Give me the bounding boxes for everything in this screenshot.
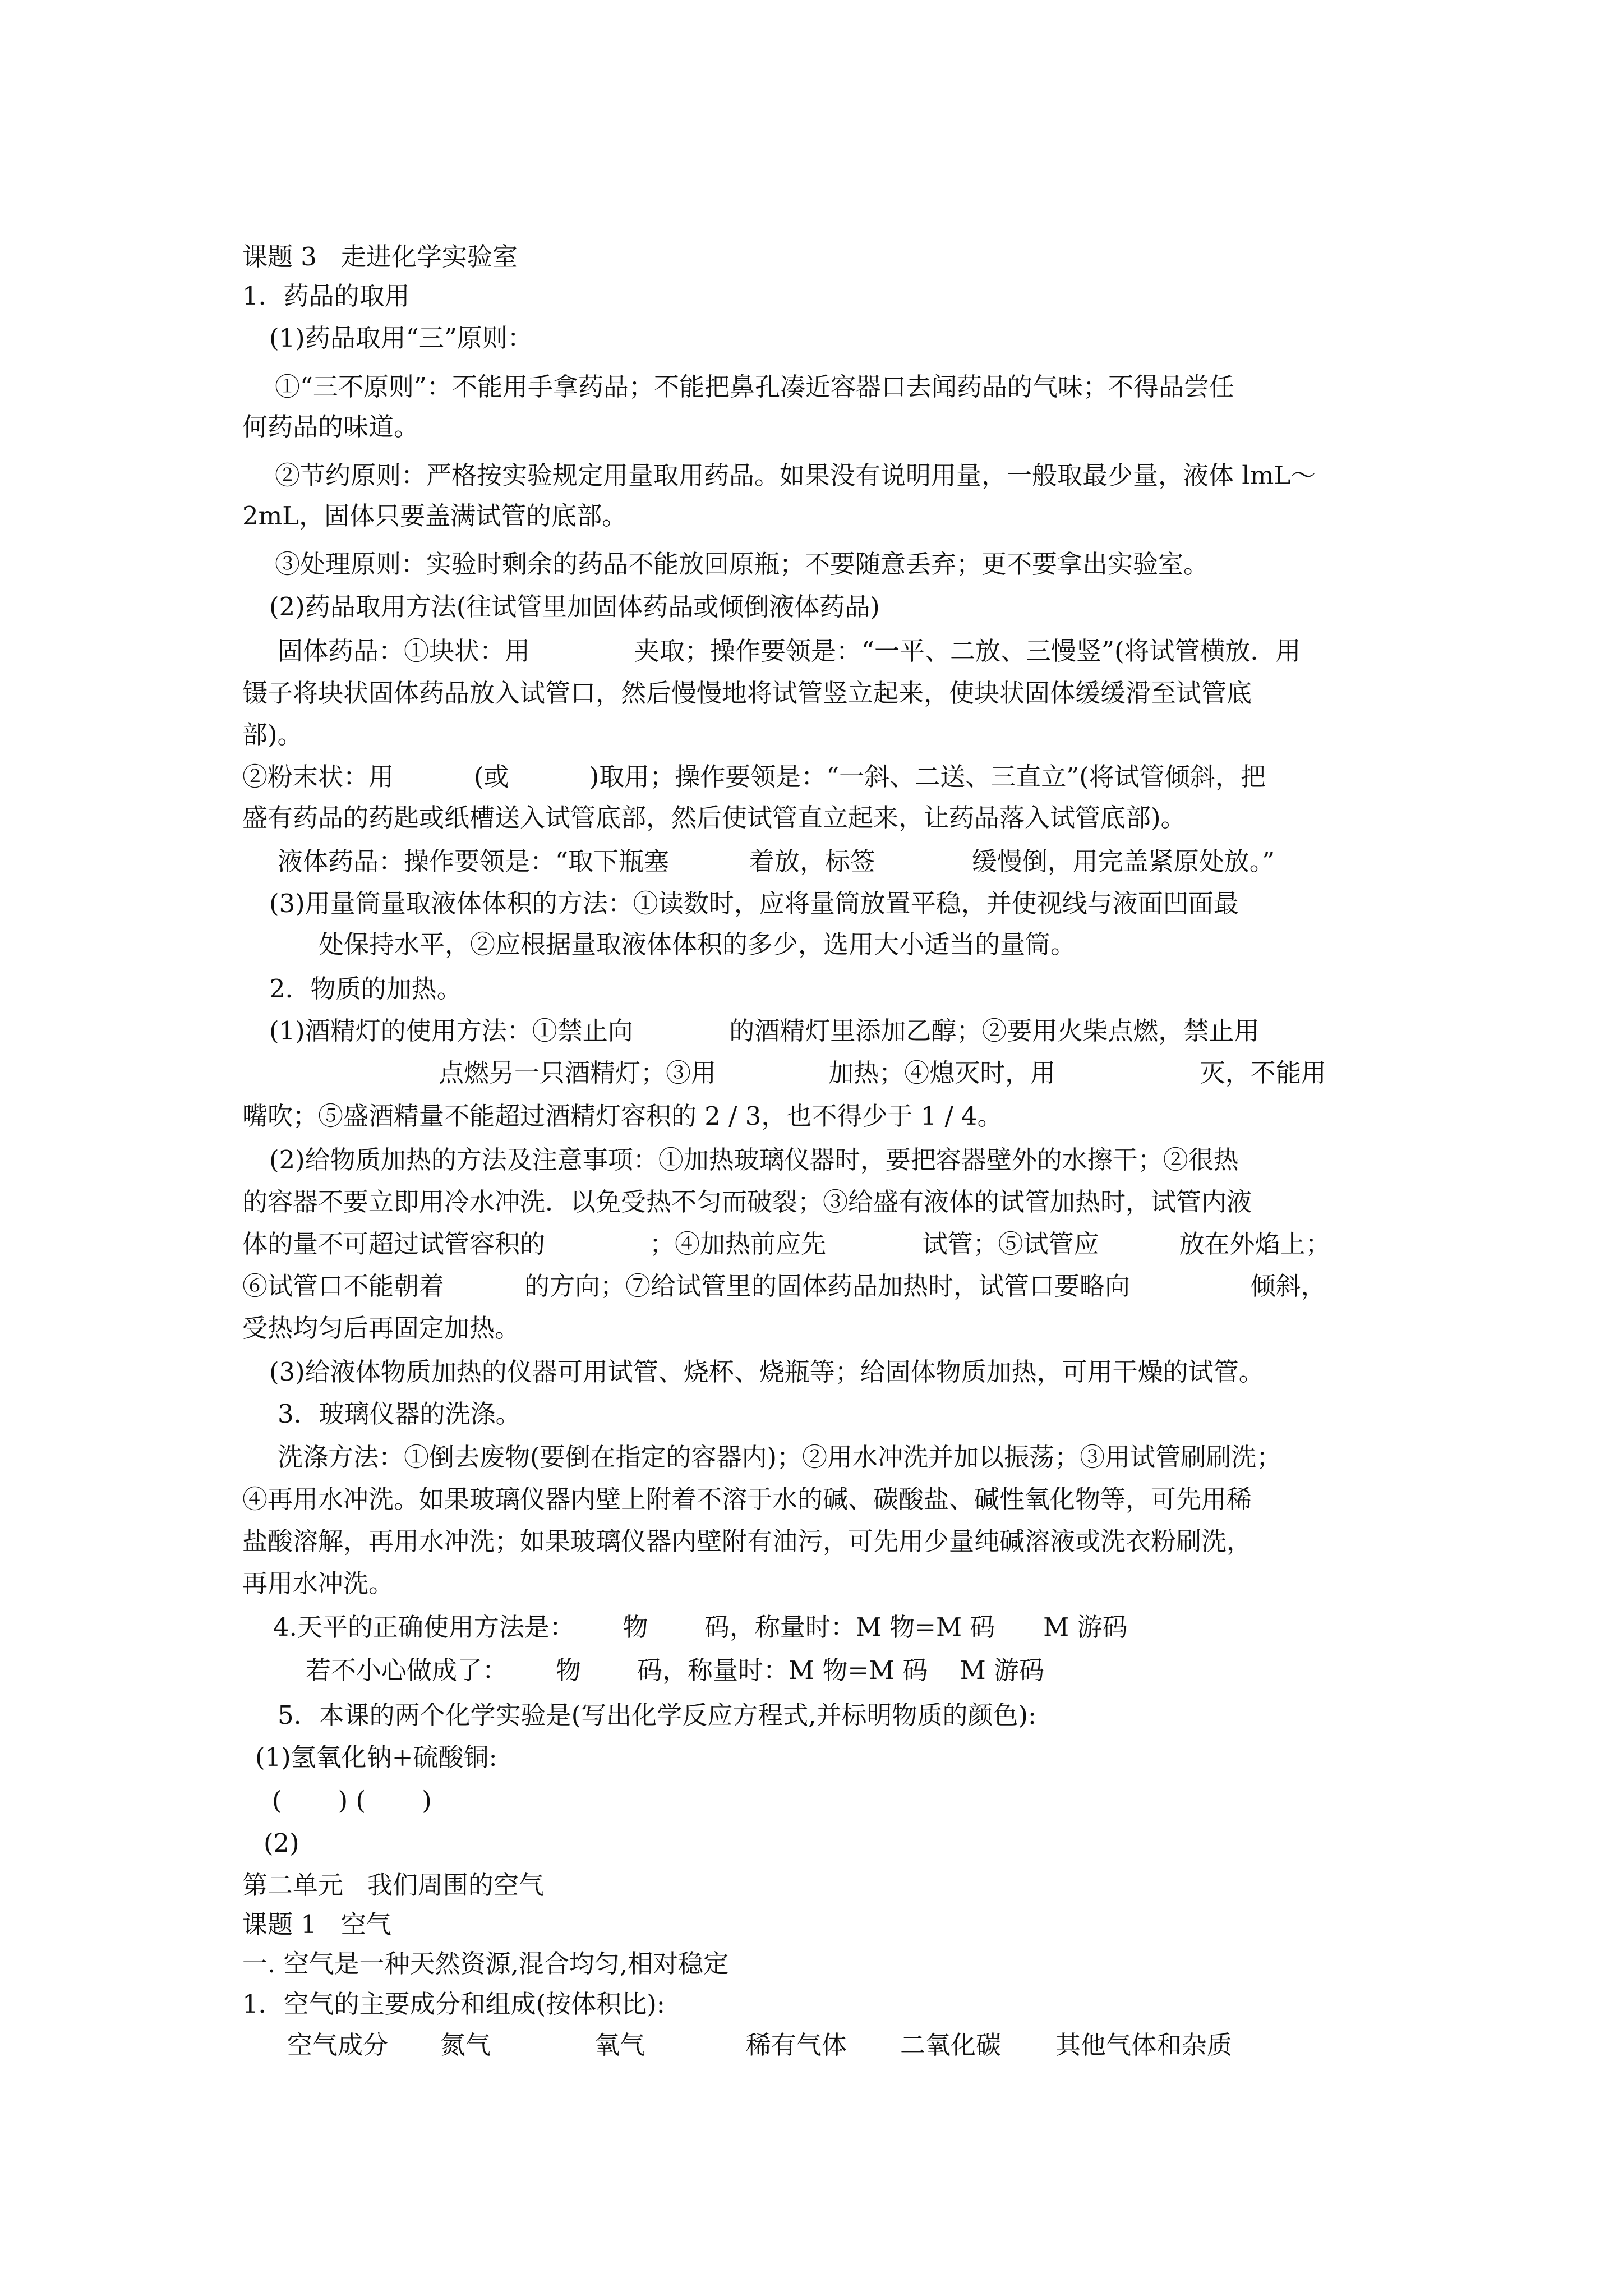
paragraph-line: (2) — [264, 1828, 299, 1858]
paragraph-line: 的容器不要立即用冷水冲洗．以免受热不匀而破裂；③给盛有液体的试管加热时，试管内液 — [242, 1187, 1252, 1217]
section-heading: 5．本课的两个化学实验是(写出化学反应方程式,并标明物质的颜色): — [278, 1700, 1037, 1730]
section-heading: 1．药品的取用 — [242, 281, 410, 311]
paragraph-line: ③处理原则：实验时剩余的药品不能放回原瓶；不要随意丢弃；更不要拿出实验室。 — [275, 549, 1209, 579]
paragraph-line: 盛有药品的药匙或纸槽送入试管底部，然后使试管直立起来，让药品落入试管底部)。 — [242, 803, 1186, 832]
paragraph-line: ①“三不原则”：不能用手拿药品；不能把鼻孔凑近容器口去闻药品的气味；不得品尝任 — [275, 372, 1235, 402]
paragraph-line: (3)给液体物质加热的仪器可用试管、烧杯、烧瓶等；给固体物质加热，可用干燥的试管。 — [269, 1357, 1264, 1387]
paragraph-line: 嘴吹；⑤盛酒精量不能超过酒精灯容积的 2 / 3，也不得少于 1 / 4。 — [242, 1101, 1003, 1131]
table-header-cell: 稀有气体 — [746, 2030, 847, 2060]
table-header-cell: 二氧化碳 — [900, 2030, 1002, 2060]
paragraph-line: 再用水冲洗。 — [242, 1568, 394, 1598]
table-header-cell: 其他气体和杂质 — [1055, 2030, 1233, 2060]
lesson-title: 课题 3 走进化学实验室 — [242, 242, 518, 272]
paragraph-line: 2mL，固体只要盖满试管的底部。 — [242, 501, 628, 531]
subsection-heading: (2)药品取用方法(往试管里加固体药品或倾倒液体药品) — [269, 592, 880, 622]
section-heading: 3．玻璃仪器的洗涤。 — [278, 1399, 521, 1429]
paragraph-line: ④再用水冲洗。如果玻璃仪器内壁上附着不溶于水的碱、碳酸盐、碱性氧化物等，可先用稀 — [242, 1484, 1252, 1514]
section-heading: 2．物质的加热。 — [269, 974, 462, 1004]
paragraph-line: 受热均匀后再固定加热。 — [242, 1313, 520, 1343]
paragraph-line: 镊子将块状固体药品放入试管口，然后慢慢地将试管竖立起来，使块状固体缓缓滑至试管底 — [242, 678, 1252, 708]
paragraph-line: ②节约原则：严格按实验规定用量取用药品。如果没有说明用量，一般取最少量，液体 lmL～ — [275, 461, 1316, 490]
paragraph-line: 固体药品：①块状：用 夹取；操作要领是：“一平、二放、三慢竖”(将试管横放．用 — [278, 636, 1301, 666]
paragraph-line: 部)。 — [242, 720, 303, 749]
table-header-cell: 氮气 — [440, 2030, 491, 2060]
paragraph-line: 体的量不可超过试管容积的 ；④加热前应先 试管；⑤试管应 放在外焰上； — [242, 1229, 1331, 1259]
paragraph-line: 若不小心做成了： 物 码，称量时：M 物=M 码 M 游码 — [306, 1655, 1045, 1685]
unit-title: 第二单元 我们周围的空气 — [242, 1870, 544, 1900]
paragraph-line: 一. 空气是一种天然资源,混合均匀,相对稳定 — [242, 1949, 729, 1978]
paragraph-line: 点燃另一只酒精灯；③用 加热；④熄灭时，用 灭，不能用 — [439, 1058, 1326, 1088]
paragraph-line: (3)用量筒量取液体体积的方法：①读数时，应将量筒放置平稳，并使视线与液面凹面最 — [269, 889, 1239, 918]
equation-blank: ( ) ( ) — [272, 1786, 432, 1815]
paragraph-line: 液体药品：操作要领是：“取下瓶塞 着放，标签 缓慢倒，用完盖紧原处放。” — [278, 846, 1275, 876]
lesson-title: 课题 1 空气 — [242, 1910, 391, 1939]
paragraph-line: 处保持水平，②应根据量取液体体积的多少，选用大小适当的量筒。 — [319, 930, 1076, 959]
paragraph-line: 4.天平的正确使用方法是： 物 码，称量时：M 物=M 码 M 游码 — [273, 1612, 1128, 1642]
paragraph-line: (1)酒精灯的使用方法：①禁止向 的酒精灯里添加乙醇；②要用火柴点燃，禁止用 — [269, 1016, 1260, 1046]
paragraph-line: (1)氢氧化钠+硫酸铜: — [255, 1742, 497, 1772]
subsection-heading: (1)药品取用“三”原则： — [269, 323, 533, 353]
paragraph-line: 洗涤方法：①倒去废物(要倒在指定的容器内)；②用水冲洗并加以振荡；③用试管刷刷洗； — [278, 1442, 1282, 1472]
table-header-cell: 氧气 — [594, 2030, 645, 2060]
paragraph-line: ②粉末状：用 (或 )取用；操作要领是：“一斜、二送、三直立”(将试管倾斜，把 — [242, 762, 1266, 792]
paragraph-line: ⑥试管口不能朝着 的方向；⑦给试管里的固体药品加热时，试管口要略向 倾斜， — [242, 1271, 1326, 1301]
paragraph-line: 何药品的味道。 — [242, 412, 419, 441]
paragraph-line: 1．空气的主要成分和组成(按体积比): — [242, 1989, 665, 2019]
table-header-cell: 空气成分 — [287, 2030, 389, 2060]
paragraph-line: 盐酸溶解，再用水冲洗；如果玻璃仪器内壁附有油污，可先用少量纯碱溶液或洗衣粉刷洗， — [242, 1526, 1252, 1556]
paragraph-line: (2)给物质加热的方法及注意事项：①加热玻璃仪器时，要把容器壁外的水擦干；②很热 — [269, 1145, 1239, 1175]
